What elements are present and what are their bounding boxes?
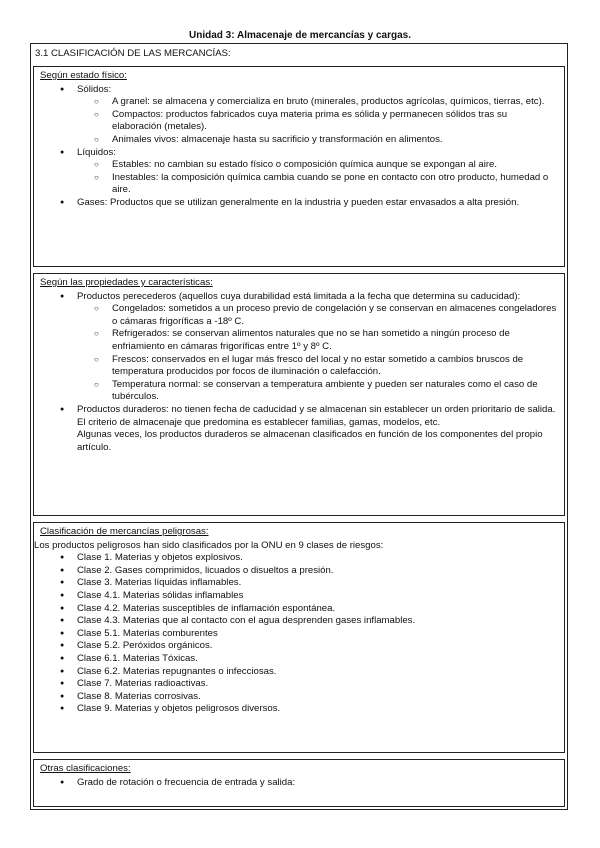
solidos-sublist (75, 96, 558, 146)
peligrosas-title: Clasificación de mercancías peligrosas: (40, 526, 209, 537)
list-item: ● Clase 9. Materias y objetos peligrosos diversos. (40, 703, 558, 716)
section-otras (33, 759, 565, 807)
document-title: Unidad 3: Almacenaje de mercancías y cargas. (189, 30, 411, 41)
liquidos-sublist (75, 159, 558, 197)
otras-list (40, 777, 558, 790)
perecederos-sublist (75, 303, 558, 404)
propiedades-list (40, 291, 558, 455)
duraderos-extra-text: Algunas veces, los productos duraderos se almacenan clasificados en función de los componentes del propio artículo. (77, 429, 543, 453)
liquidos-label: Líquidos: (77, 146, 116, 158)
list-item: ○ A granel: se almacena y comercializa en bruto (minerales, productos agrícolas, químicos, tierras, etc). (75, 96, 558, 109)
list-item: ○ Refrigerados: se conservan alimentos naturales que no se han sometido a ningún proceso de enfriamiento en cámaras frigoríficas entre 1º y 8º C. (75, 328, 558, 353)
list-item: ● Clase 5.1. Materias comburentes (40, 628, 558, 641)
list-item: ○ Estables: no cambian su estado físico o composición química aunque se expongan al aire. (75, 159, 558, 172)
list-item (40, 147, 558, 197)
list-item: ● Clase 4.1. Materias sólidas inflamables (40, 590, 558, 603)
section-propiedades (33, 273, 565, 516)
list-item: ○ Congelados: sometidos a un proceso previo de congelación y se conservan en almacenes congeladores o cámaras frigoríficas a -18º C. (75, 303, 558, 328)
list-item: ● Clase 3. Materias líquidas inflamables. (40, 577, 558, 590)
duraderos-text: Productos duraderos: no tienen fecha de caducidad y se almacenan sin establecer un orden prioritario de salida. El criterio de almacenaje que predomina es establecer familias, gamas, modelos, etc. (77, 403, 556, 428)
list-item: ○ Frescos: conservados en el lugar más fresco del local y no estar sometido a cambios bruscos de temperatura producidos por focos de iluminación o calefacción. (75, 354, 558, 379)
list-item: ● Clase 2. Gases comprimidos, licuados o disueltos a presión. (40, 565, 558, 578)
list-item: ○ Inestables: la composición química cambia cuando se pone en contacto con otro producto, humedad o aire. (75, 172, 558, 197)
list-item: ● Grado de rotación o frecuencia de entrada y salida: (40, 777, 558, 790)
list-item: ○ Animales vivos: almacenaje hasta su sacrificio y transformación en alimentos. (75, 134, 558, 147)
propiedades-title: Según las propiedades y características: (40, 277, 213, 288)
list-item: ○ Compactos: productos fabricados cuya materia prima es sólida y permanecen sólidos tras su elaboración (metales). (75, 109, 558, 134)
list-item (40, 291, 558, 404)
estado-fisico-list (40, 84, 558, 210)
list-item: ● Clase 4.3. Materias que al contacto con el agua desprenden gases inflamables. (40, 615, 558, 628)
peligrosas-list (40, 552, 558, 716)
list-item: ● Clase 7. Materias radioactivas. (40, 678, 558, 691)
list-item: ● Clase 5.2. Peróxidos orgánicos. (40, 640, 558, 653)
perecederos-label: Productos perecederos (aquellos cuya durabilidad está limitada a la fecha que determina su caducidad): (77, 290, 521, 302)
list-item (40, 84, 558, 147)
list-item: ● Clase 8. Materias corrosivas. (40, 691, 558, 704)
list-item: ● Clase 6.1. Materias Tóxicas. (40, 653, 558, 666)
estado-fisico-title: Según estado físico: (40, 70, 127, 81)
list-item: ○ Temperatura normal: se conservan a temperatura ambiente y pueden ser naturales como el caso de tubérculos. (75, 379, 558, 404)
list-item: ● Clase 4.2. Materias susceptibles de inflamación espontánea. (40, 603, 558, 616)
section-peligrosas (33, 522, 565, 753)
otras-title: Otras clasificaciones: (40, 763, 131, 774)
list-item: ● Clase 1. Materias y objetos explosivos. (40, 552, 558, 565)
solidos-label: Sólidos: (77, 83, 112, 95)
list-item: ● Gases: Productos que se utilizan generalmente en la industria y pueden estar envasados a alta presión. (40, 197, 558, 210)
section-estado-fisico (33, 66, 565, 267)
list-item: ● Clase 6.2. Materias repugnantes o infecciosas. (40, 666, 558, 679)
list-item (40, 404, 558, 454)
section-heading: 3.1 CLASIFICACIÓN DE LAS MERCANCÍAS: (35, 48, 231, 59)
peligrosas-intro: Los productos peligrosos han sido clasificados por la ONU en 9 clases de riesgos: (34, 539, 384, 551)
